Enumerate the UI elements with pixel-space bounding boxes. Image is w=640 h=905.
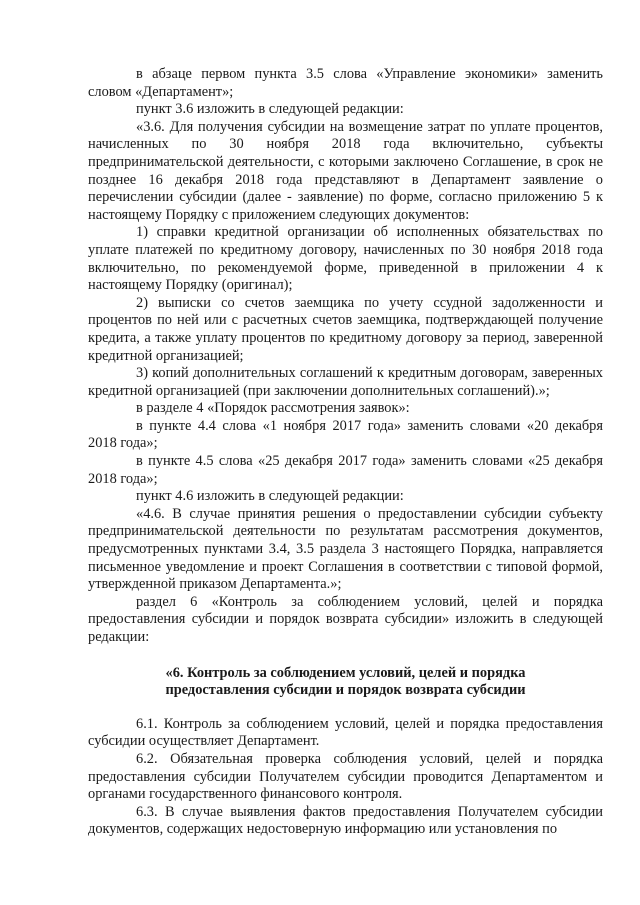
paragraph: пункт 4.6 изложить в следующей редакции: xyxy=(136,488,404,505)
paragraph: в пункте 4.5 слова «25 декабря 2017 года» заменить словами «25 декабря 2018 года»; xyxy=(88,453,603,487)
paragraph: 1) справки кредитной организации об исполненных обязательствах по уплате платежей по кредитному договору, начисленных по 30 ноября 2018 года включительно, по рекомендуемой форме, приведенной в приложении 4 к настоящему Порядку (оригинал); xyxy=(88,224,603,294)
paragraph: 6.1. Контроль за соблюдением условий, целей и порядка предоставления субсидии осуществляет Департамент. xyxy=(88,715,603,750)
paragraph: пункт 3.6 изложить в следующей редакции: xyxy=(136,101,404,118)
paragraph: «3.6. Для получения субсидии на возмещение затрат по уплате процентов, начисленных по 30 ноября 2018 года включительно, субъекты предпринимательской деятельности, с которыми заключено Соглашение, в срок не позднее 16 декабря 2018 года представляют в Департамент заявление о перечислении субсидии (далее - заявление) по форме, согласно приложению 5 к настоящему Порядку с приложением следующих документов: xyxy=(88,118,603,223)
paragraph: в пункте 4.4 слова «1 ноября 2017 года» заменить словами «20 декабря 2018 года»; xyxy=(88,417,603,452)
paragraph: в абзаце первом пункта 3.5 слова «Управление экономики» заменить словом «Департамент»; xyxy=(88,66,603,100)
section-heading-line: предоставления субсидии и порядок возврата субсидии xyxy=(165,682,526,699)
section-heading xyxy=(88,665,603,700)
paragraph: 6.2. Обязательная проверка соблюдения условий, целей и порядка предоставления субсидии Получателем субсидии проводится Департаментом и органами государственного финансового контроля. xyxy=(88,750,603,803)
paragraph: в разделе 4 «Порядок рассмотрения заявок»: xyxy=(136,400,410,417)
paragraph: «4.6. В случае принятия решения о предоставлении субсидии субъекту предпринимательской деятельности по результатам рассмотрения документов, предусмотренных пунктами 3.4, 3.5 раздела 3 настоящего Порядка, направляется письменное уведомление и проект Соглашения в соответствии с типовой формой, утвержденной приказом Департамента.»; xyxy=(88,505,603,593)
section-heading-line: «6. Контроль за соблюдением условий, целей и порядка xyxy=(165,664,526,681)
paragraph: 3) копий дополнительных соглашений к кредитным договорам, заверенных кредитной организацией (при заключении дополнительных соглашений).»; xyxy=(88,365,603,399)
paragraph: раздел 6 «Контроль за соблюдением условий, целей и порядка предоставления субсидии и порядок возврата субсидии» изложить в следующей редакции: xyxy=(88,593,603,645)
paragraph: 2) выписки со счетов заемщика по учету ссудной задолженности и процентов по ней или с расчетных счетов заемщика, подтверждающей получение кредита, а также уплату процентов по кредитному договору за период, заверенной кредитной организацией; xyxy=(88,294,603,364)
paragraph: 6.3. В случае выявления фактов предоставления Получателем субсидии документов, содержащих недостоверную информацию или установления по xyxy=(88,803,603,838)
